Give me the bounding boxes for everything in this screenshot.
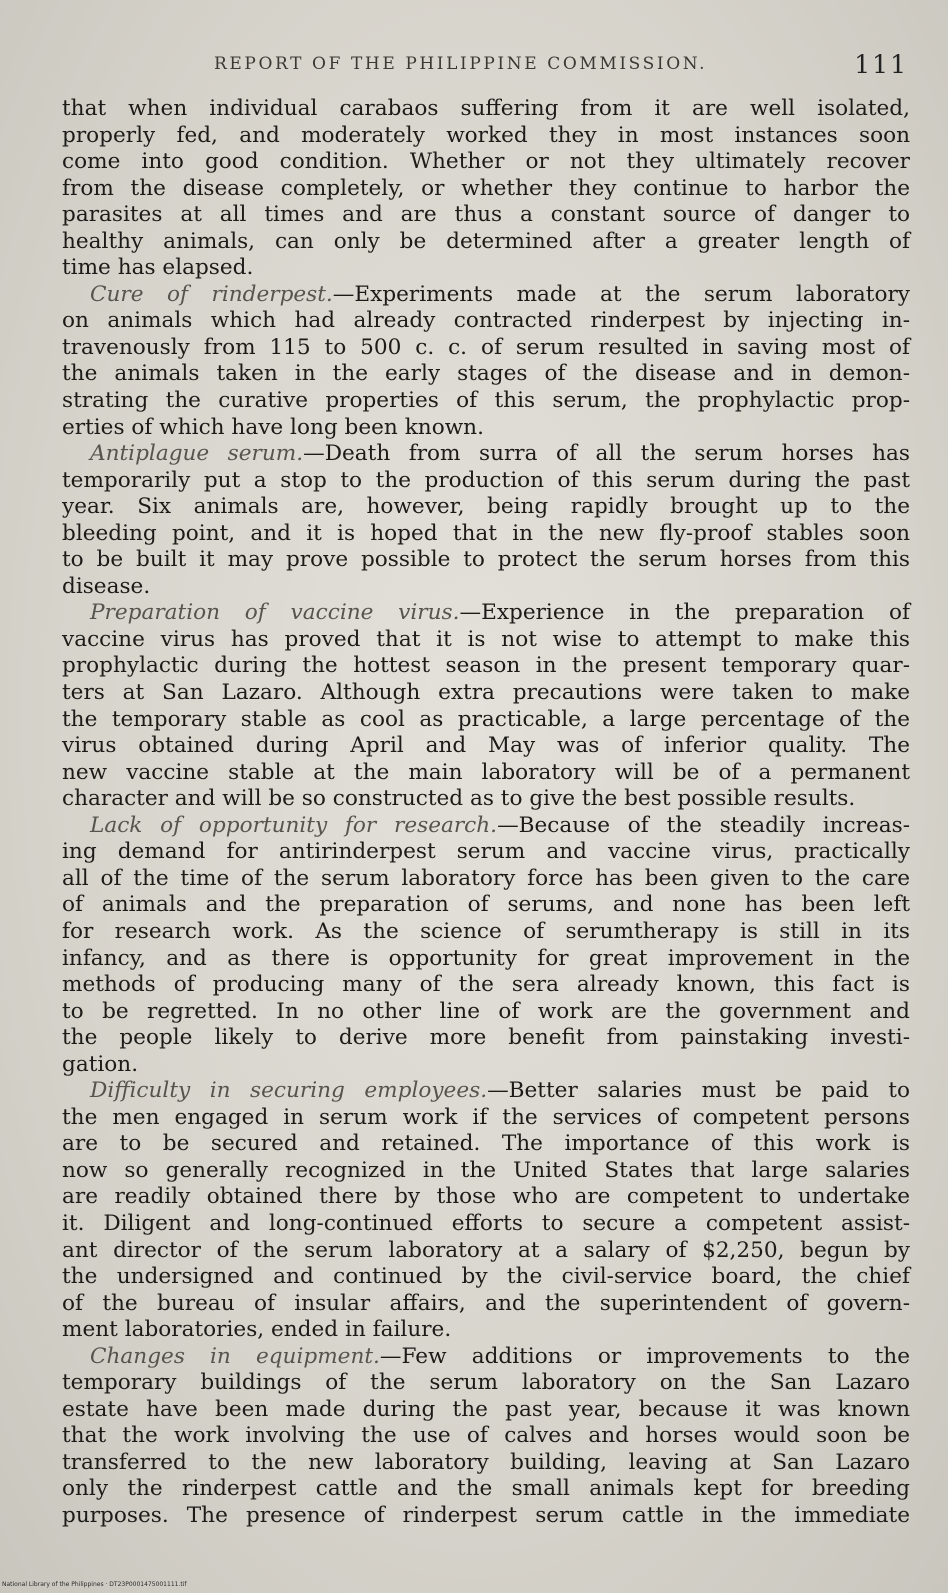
text-line <box>62 1264 910 1291</box>
text-line <box>62 839 910 866</box>
line-text: new vaccine stable at the main laboratory will be of a permanent <box>62 759 910 785</box>
line-text: methods of producing many of the sera already known, this fact is <box>62 972 910 998</box>
line-text: it. Diligent and long-continued efforts to secure a competent assist- <box>62 1210 910 1236</box>
text-line <box>62 1397 910 1424</box>
section-heading-line <box>62 1078 910 1105</box>
text-line <box>62 1476 910 1503</box>
line-text: —Few additions or improvements to the <box>379 1343 910 1369</box>
line-text: come into good condition. Whether or not they ultimately recover <box>62 149 910 175</box>
text-line <box>62 547 910 574</box>
line-text: the men engaged in serum work if the services of competent persons <box>62 1104 910 1130</box>
text-line <box>62 229 910 256</box>
line-text: infancy, and as there is opportunity for great improvement in the <box>62 945 910 971</box>
line-text: only the rinderpest cattle and the small animals kept for breeding <box>62 1476 910 1502</box>
line-text: virus obtained during April and May was of inferior quality. The <box>62 733 910 759</box>
running-header <box>66 50 926 80</box>
line-text: transferred to the new laboratory building, leaving at San Lazaro <box>62 1449 910 1475</box>
line-text: are to be secured and retained. The importance of this work is <box>62 1131 910 1157</box>
line-text: bleeding point, and it is hoped that in the new fly-proof stables soon <box>62 520 910 546</box>
line-text: time has elapsed. <box>62 255 254 281</box>
line-text: that when individual carabaos suffering from it are well isolated, <box>62 96 910 121</box>
line-text: —Because of the steadily increas- <box>497 812 910 838</box>
text-line <box>62 733 910 760</box>
line-text: healthy animals, can only be determined after a greater length of <box>62 228 910 254</box>
text-line <box>62 1131 910 1158</box>
line-text: vaccine virus has proved that it is not wise to attempt to make this <box>62 626 910 652</box>
line-text: ant director of the serum laboratory at a salary of $2,250, begun by <box>62 1237 910 1263</box>
body-text <box>62 96 910 1530</box>
line-text: from the disease completely, or whether they continue to harbor the <box>62 175 910 201</box>
text-line <box>62 574 910 601</box>
section-heading-line <box>62 813 910 840</box>
line-text: —Experience in the preparation of <box>459 600 910 626</box>
section-heading: Preparation of vaccine virus. <box>90 600 460 626</box>
line-text: prophylactic during the hottest season in the present temporary quar- <box>62 653 910 679</box>
line-text: purposes. The presence of rinderpest serum cattle in the immediate <box>62 1502 910 1528</box>
line-text: on animals which had already contracted rinderpest by injecting in- <box>62 308 910 334</box>
text-line <box>62 202 910 229</box>
section-heading-line <box>62 441 910 468</box>
line-text: all of the time of the serum laboratory force has been given to the care <box>62 865 910 891</box>
text-line <box>62 1291 910 1318</box>
line-text: —Death from surra of all the serum horses has <box>303 441 910 467</box>
section-heading: Changes in equipment. <box>90 1343 380 1369</box>
line-text: strating the curative properties of this serum, the prophylactic prop- <box>62 388 910 414</box>
text-line <box>62 1211 910 1238</box>
line-text: the temporary stable as cool as practicable, a large percentage of the <box>62 706 910 732</box>
text-line <box>62 176 910 203</box>
text-line <box>62 760 910 787</box>
line-text: the undersigned and continued by the civil-service board, the chief <box>62 1264 910 1290</box>
text-line <box>62 999 910 1026</box>
line-text: —Experiments made at the serum laboratory <box>332 281 910 307</box>
text-line <box>62 680 910 707</box>
line-text: ment laboratories, ended in failure. <box>62 1317 452 1343</box>
line-text: that the work involving the use of calves and horses would soon be <box>62 1423 910 1449</box>
text-line <box>62 653 910 680</box>
text-line <box>62 866 910 893</box>
text-line <box>62 1105 910 1132</box>
line-text: for research work. As the science of serumtherapy is still in its <box>62 918 910 944</box>
line-text: properly fed, and moderately worked they in most instances soon <box>62 122 910 148</box>
text-line <box>62 468 910 495</box>
text-line <box>62 255 910 282</box>
text-line <box>62 149 910 176</box>
header-title: REPORT OF THE PHILIPPINE COMMISSION. <box>214 54 708 74</box>
text-line <box>62 1052 910 1079</box>
section-heading: Cure of rinderpest. <box>90 281 333 307</box>
line-text: ters at San Lazaro. Although extra precautions were taken to make <box>62 680 910 706</box>
line-text: year. Six animals are, however, being rapidly brought up to the <box>62 494 910 520</box>
line-text: the animals taken in the early stages of the disease and in demon- <box>62 361 910 387</box>
line-text: of the bureau of insular affairs, and the superintendent of govern- <box>62 1290 910 1316</box>
text-line <box>62 1238 910 1265</box>
text-line <box>62 388 910 415</box>
text-line <box>62 707 910 734</box>
text-line <box>62 1503 910 1530</box>
section-heading-line <box>62 1344 910 1371</box>
text-line <box>62 494 910 521</box>
line-text: estate have been made during the past year, because it was known <box>62 1396 910 1422</box>
text-line <box>62 892 910 919</box>
line-text: temporarily put a stop to the production of this serum during the past <box>62 467 910 493</box>
line-text: to be built it may prove possible to protect the serum horses from this <box>62 547 910 573</box>
line-text: erties of which have long been known. <box>62 414 484 440</box>
text-line <box>62 1370 910 1397</box>
line-text: ing demand for antirinderpest serum and vaccine virus, practically <box>62 839 910 865</box>
text-line <box>62 96 910 123</box>
text-line <box>62 361 910 388</box>
line-text: gation. <box>62 1051 139 1077</box>
section-heading: Difficulty in securing employees. <box>90 1078 488 1104</box>
text-line <box>62 521 910 548</box>
text-line <box>62 335 910 362</box>
text-line <box>62 786 910 813</box>
text-line <box>62 1450 910 1477</box>
text-line <box>62 627 910 654</box>
line-text: character and will be so constructed as to give the best possible results. <box>62 786 856 812</box>
line-text: are readily obtained there by those who are competent to undertake <box>62 1184 910 1210</box>
text-line <box>62 415 910 442</box>
section-heading-line <box>62 282 910 309</box>
text-line <box>62 919 910 946</box>
text-line <box>62 1317 910 1344</box>
line-text: temporary buildings of the serum laboratory on the San Lazaro <box>62 1370 910 1396</box>
text-line <box>62 123 910 150</box>
line-text: travenously from 115 to 500 c. c. of serum resulted in saving most of <box>62 334 910 360</box>
text-line <box>62 946 910 973</box>
line-text: parasites at all times and are thus a constant source of danger to <box>62 202 910 228</box>
line-text: the people likely to derive more benefit from painstaking investi- <box>62 1025 910 1051</box>
section-heading-line <box>62 600 910 627</box>
text-line <box>62 1423 910 1450</box>
text-line <box>62 972 910 999</box>
text-line <box>62 1184 910 1211</box>
section-heading: Lack of opportunity for research. <box>90 812 498 838</box>
text-line <box>62 1025 910 1052</box>
scan-footer: National Library of the Philippines · DT23P0001475001111.tif <box>2 1581 187 1588</box>
line-text: of animals and the preparation of serums, and none has been left <box>62 892 910 918</box>
section-heading: Antiplague serum. <box>90 441 304 467</box>
text-line <box>62 308 910 335</box>
line-text: now so generally recognized in the United States that large salaries <box>62 1157 910 1183</box>
line-text: —Better salaries must be paid to <box>487 1078 910 1104</box>
line-text: to be regretted. In no other line of work are the government and <box>62 998 910 1024</box>
page-number: 111 <box>854 50 908 79</box>
line-text: disease. <box>62 573 151 599</box>
text-line <box>62 1158 910 1185</box>
